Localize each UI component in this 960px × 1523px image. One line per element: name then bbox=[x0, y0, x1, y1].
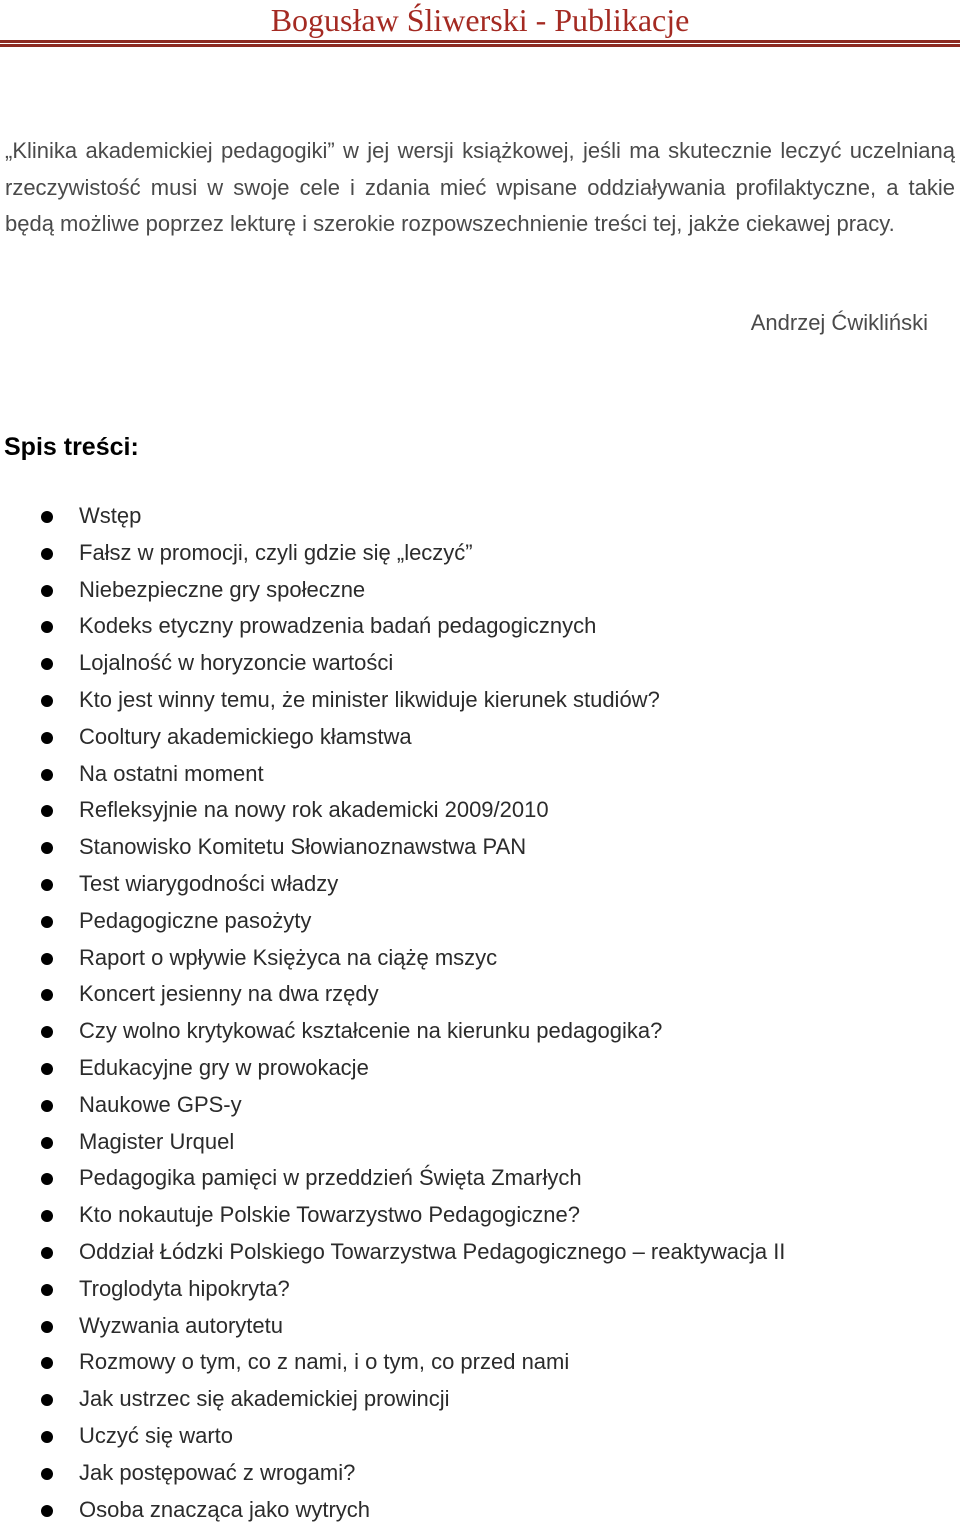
toc-item bbox=[0, 1271, 960, 1308]
toc-item bbox=[0, 866, 960, 903]
toc-item-label: Rozmowy o tym, co z nami, i o tym, co przed nami bbox=[79, 1349, 570, 1375]
toc-item-label: Oddział Łódzki Polskiego Towarzystwa Pedagogicznego – reaktywacja II bbox=[79, 1238, 786, 1264]
header-divider bbox=[0, 40, 960, 47]
toc-item-label: Pedagogiczne pasożyty bbox=[79, 907, 312, 933]
toc-item-label: Kto jest winny temu, że minister likwiduje kierunek studiów? bbox=[79, 686, 660, 712]
toc-item bbox=[0, 1160, 960, 1197]
bullet-icon bbox=[41, 1100, 53, 1112]
toc-item-label: Jak ustrzec się akademickiej prowincji bbox=[79, 1386, 450, 1412]
toc-item-label: Lojalność w horyzoncie wartości bbox=[79, 650, 394, 676]
quote-author: Andrzej Ćwikliński bbox=[750, 310, 928, 335]
header-title: Bogusław Śliwerski - Publikacje bbox=[270, 2, 690, 38]
bullet-icon bbox=[41, 1026, 53, 1038]
bullet-icon bbox=[41, 1210, 53, 1222]
toc-item bbox=[0, 1344, 960, 1381]
bullet-icon bbox=[41, 511, 53, 523]
toc-item-label: Koncert jesienny na dwa rzędy bbox=[79, 981, 379, 1007]
toc-item-label: Edukacyjne gry w prowokacje bbox=[79, 1054, 369, 1080]
toc-item bbox=[0, 940, 960, 977]
bullet-icon bbox=[41, 1505, 53, 1517]
toc-item bbox=[0, 1087, 960, 1124]
toc-item-label: Test wiarygodności władzy bbox=[79, 870, 339, 896]
toc-item bbox=[0, 1418, 960, 1455]
toc-item bbox=[0, 1234, 960, 1271]
toc-item bbox=[0, 1308, 960, 1345]
toc-item-label: Refleksyjnie na nowy rok akademicki 2009/2010 bbox=[79, 797, 549, 823]
bullet-icon bbox=[41, 1173, 53, 1185]
toc-item bbox=[0, 1124, 960, 1161]
bullet-icon bbox=[41, 621, 53, 633]
toc-heading: Spis treści: bbox=[4, 433, 139, 461]
toc-item bbox=[0, 719, 960, 756]
bullet-icon bbox=[41, 1394, 53, 1406]
toc-item bbox=[0, 535, 960, 572]
bullet-icon bbox=[41, 953, 53, 965]
toc-item bbox=[0, 976, 960, 1013]
toc-item bbox=[0, 1050, 960, 1087]
bullet-icon bbox=[41, 1247, 53, 1259]
bullet-icon bbox=[41, 1431, 53, 1443]
toc-item-label: Magister Urquel bbox=[79, 1128, 235, 1154]
toc-item-label: Jak postępować z wrogami? bbox=[79, 1459, 356, 1485]
bullet-icon bbox=[41, 769, 53, 781]
bullet-icon bbox=[41, 805, 53, 817]
toc-item bbox=[0, 1381, 960, 1418]
toc-item bbox=[0, 498, 960, 535]
toc-item bbox=[0, 792, 960, 829]
toc-item bbox=[0, 1455, 960, 1492]
bullet-icon bbox=[41, 989, 53, 1001]
toc-item bbox=[0, 682, 960, 719]
toc-item-label: Osoba znacząca jako wytrych bbox=[79, 1496, 371, 1522]
toc-item-label: Na ostatni moment bbox=[79, 760, 264, 786]
toc-item-label: Uczyć się warto bbox=[79, 1422, 234, 1448]
toc-item bbox=[0, 829, 960, 866]
toc-item-label: Wstęp bbox=[79, 503, 142, 528]
bullet-icon bbox=[41, 658, 53, 670]
toc-item bbox=[0, 1013, 960, 1050]
toc-item bbox=[0, 756, 960, 793]
bullet-icon bbox=[41, 1063, 53, 1075]
toc-item-label: Kodeks etyczny prowadzenia badań pedagogicznych bbox=[79, 613, 597, 639]
toc-item-label: Troglodyta hipokryta? bbox=[79, 1275, 290, 1301]
toc-item-label: Czy wolno krytykować kształcenie na kierunku pedagogika? bbox=[79, 1018, 663, 1044]
bullet-icon bbox=[41, 585, 53, 597]
bullet-icon bbox=[41, 695, 53, 707]
toc-item bbox=[0, 1197, 960, 1234]
page-header bbox=[0, 0, 960, 48]
toc-item-label: Wyzwania autorytetu bbox=[79, 1312, 284, 1338]
bullet-icon bbox=[41, 1357, 53, 1369]
bullet-icon bbox=[41, 732, 53, 744]
toc-item bbox=[0, 1492, 960, 1523]
toc-item-label: Pedagogika pamięci w przeddzień Święta Zmarłych bbox=[79, 1165, 582, 1191]
toc-item-label: Stanowisko Komitetu Słowianoznawstwa PAN bbox=[79, 834, 527, 860]
toc-item-label: Raport o wpływie Księżyca na ciążę mszyc bbox=[79, 944, 498, 970]
toc-item-label: Cooltury akademickiego kłamstwa bbox=[79, 723, 412, 749]
bullet-icon bbox=[41, 916, 53, 928]
toc-item-label: Fałsz w promocji, czyli gdzie się „leczyć” bbox=[79, 539, 473, 565]
bullet-icon bbox=[41, 1137, 53, 1149]
toc-item-label: Naukowe GPS-y bbox=[79, 1091, 242, 1117]
bullet-icon bbox=[41, 1284, 53, 1296]
toc-item-label: Niebezpieczne gry społeczne bbox=[79, 576, 366, 602]
toc-item bbox=[0, 608, 960, 645]
bullet-icon bbox=[41, 1321, 53, 1333]
toc-item-label: Kto nokautuje Polskie Towarzystwo Pedagogiczne? bbox=[79, 1202, 581, 1228]
bullet-icon bbox=[41, 548, 53, 560]
quote-text: „Klinika akademickiej pedagogiki” w jej wersji książkowej, jeśli ma skutecznie leczyć uczelnianą rzeczywistość musi w swoje cele i zdania mieć wpisane oddziaływania profilaktyczne, a takie będą możliwe poprzez lekturę i szerokie rozpowszechnienie treści tej, jakże ciekawej pracy. bbox=[5, 138, 955, 236]
toc-item bbox=[0, 645, 960, 682]
toc-item bbox=[0, 903, 960, 940]
bullet-icon bbox=[41, 842, 53, 854]
bullet-icon bbox=[41, 879, 53, 891]
bullet-icon bbox=[41, 1468, 53, 1480]
toc-item bbox=[0, 572, 960, 609]
toc-list bbox=[0, 498, 960, 1523]
